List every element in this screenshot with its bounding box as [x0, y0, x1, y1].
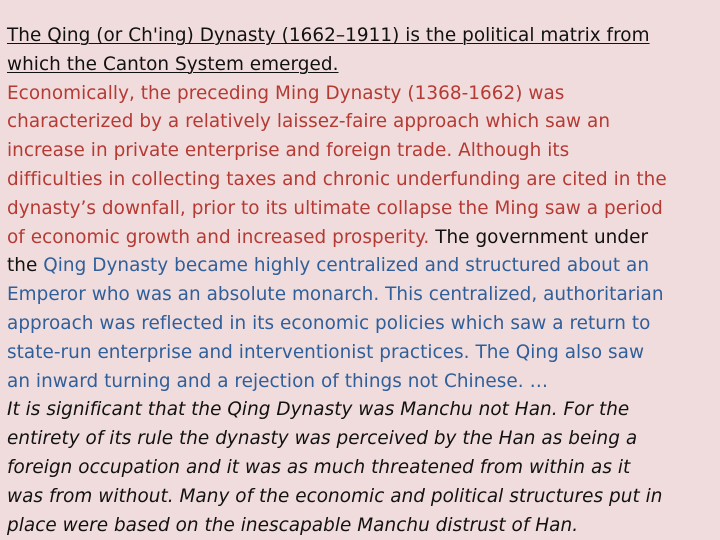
- qing-line-1-text: Qing Dynasty became highly centralized and structured about an: [37, 255, 650, 277]
- ming-line-6-text: of economic growth and increased prosperity.: [7, 226, 430, 248]
- body-text: [7, 22, 710, 540]
- manchu-line-4: was from without. Many of the economic and political structures put in: [7, 485, 663, 507]
- ming-line-2: characterized by a relatively laissez-faire approach which saw an: [7, 111, 611, 133]
- ming-line-4: difficulties in collecting taxes and chronic underfunding are cited in the: [7, 168, 667, 190]
- manchu-line-1: It is significant that the Qing Dynasty was Manchu not Han. For the: [7, 399, 630, 421]
- manchu-line-2: entirety of its rule the dynasty was perceived by the Han as being a: [7, 428, 638, 450]
- qing-line-1: [7, 252, 710, 281]
- qing-line-2: Emperor who was an absolute monarch. This centralized, authoritarian: [7, 284, 664, 306]
- manchu-line-5: place were based on the inescapable Manchu distrust of Han.: [7, 514, 579, 536]
- government-the: the: [7, 255, 38, 277]
- qing-line-5: an inward turning and a rejection of things not Chinese. …: [7, 370, 549, 392]
- qing-line-3: approach was reflected in its economic policies which saw a return to: [7, 312, 651, 334]
- manchu-line-3: foreign occupation and it was as much threatened from within as it: [7, 456, 631, 478]
- title-line-2: which the Canton System emerged.: [7, 53, 339, 75]
- government-prefix: The government under: [429, 226, 649, 248]
- qing-line-4: state-run enterprise and interventionist practices. The Qing also saw: [7, 341, 645, 363]
- title-line-1: The Qing (or Ch'ing) Dynasty (1662–1911) is the political matrix from: [7, 25, 650, 46]
- ming-line-1: Economically, the preceding Ming Dynasty (1368-1662) was: [7, 82, 565, 104]
- ming-line-5: dynasty’s downfall, prior to its ultimate collapse the Ming saw a period: [7, 197, 663, 219]
- ming-line-3: increase in private enterprise and foreign trade. Although its: [7, 140, 570, 162]
- ming-line-6: [7, 224, 710, 253]
